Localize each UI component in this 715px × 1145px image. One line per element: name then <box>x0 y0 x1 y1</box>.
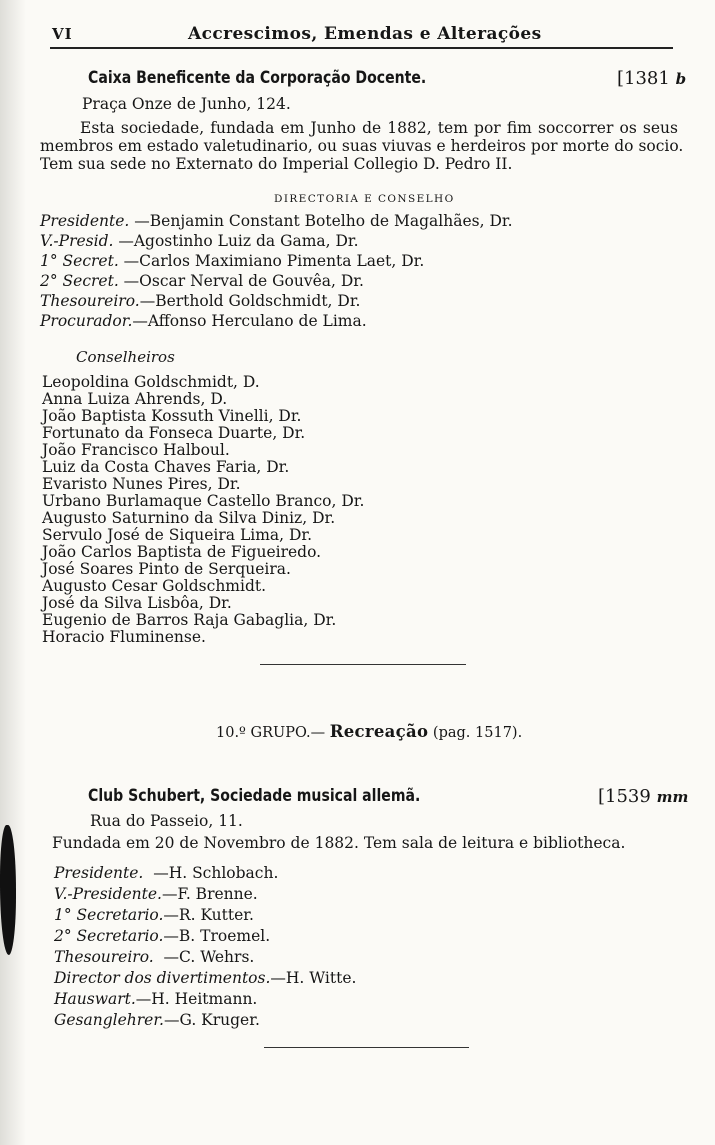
officer-role: Procurador. <box>40 312 133 330</box>
section-divider <box>264 1047 469 1048</box>
officer-row <box>54 989 257 1009</box>
officer-role: Director dos divertimentos. <box>54 969 271 987</box>
entry-reference <box>617 68 686 89</box>
officer-name: —Berthold Goldschmidt, Dr. <box>139 292 361 310</box>
officer-name: —Agostinho Luiz da Gama, Dr. <box>113 232 359 250</box>
council-heading: Conselheiros <box>76 348 175 366</box>
section-divider <box>260 664 466 665</box>
officer-row <box>54 884 258 904</box>
entry-description-line: Esta sociedade, fundada em Junho de 1882, tem por fim soccorrer os seus <box>80 119 678 137</box>
officer-name: —C. Wehrs. <box>153 948 255 966</box>
officer-row <box>40 291 360 311</box>
officer-role: Gesanglehrer. <box>54 1011 164 1029</box>
council-member: João Baptista Kossuth Vinelli, Dr. <box>42 407 302 425</box>
group-page-ref: (pag. 1517). <box>428 725 523 741</box>
council-member: Fortunato da Fonseca Duarte, Dr. <box>42 424 306 442</box>
entry-description-line: membros em estado valetudinario, ou suas viuvas e herdeiros por morte do socio. <box>40 137 684 155</box>
officer-name: —G. Kruger. <box>163 1011 260 1029</box>
officer-name: —Oscar Nerval de Gouvêa, Dr. <box>118 272 364 290</box>
officer-name: —Carlos Maximiano Pimenta Laet, Dr. <box>118 252 425 270</box>
section-heading: DIRECTORIA E CONSELHO <box>274 193 455 205</box>
officer-name: —H. Witte. <box>270 969 357 987</box>
officer-row <box>40 311 367 331</box>
officer-role: 2° Secret. <box>40 272 119 290</box>
entry-address: Praça Onze de Junho, 124. <box>82 95 291 113</box>
group-name: Recreação <box>329 722 429 741</box>
council-member: Augusto Saturnino da Silva Diniz, Dr. <box>42 509 336 527</box>
council-member: Eugenio de Barros Raja Gabaglia, Dr. <box>42 611 337 629</box>
page-edge-shadow <box>0 0 26 1145</box>
officer-row <box>54 905 254 925</box>
officer-role: 1° Secretario. <box>54 906 164 924</box>
entry-description-line: Tem sua sede no Externato do Imperial Collegio D. Pedro II. <box>40 155 513 173</box>
reference-suffix: mm <box>656 788 689 806</box>
officer-role: 1° Secret. <box>40 252 119 270</box>
reference-number: [1539 <box>598 786 651 807</box>
officer-name: —F. Brenne. <box>161 885 258 903</box>
entry-address: Rua do Passeio, 11. <box>90 812 243 830</box>
officer-role: V.-Presid. <box>40 232 114 250</box>
officer-row <box>40 271 364 291</box>
reference-number: [1381 <box>617 68 670 89</box>
officer-role: Hauswart. <box>54 990 136 1008</box>
binding-ink-blot <box>0 825 16 955</box>
council-member: Luiz da Costa Chaves Faria, Dr. <box>42 458 290 476</box>
council-member: João Francisco Halboul. <box>42 441 230 459</box>
officer-row <box>54 863 278 883</box>
officer-row <box>54 926 270 946</box>
council-member: Leopoldina Goldschmidt, D. <box>42 373 260 391</box>
group-prefix: 10.º GRUPO.— <box>216 725 330 741</box>
council-member: José Soares Pinto de Serqueira. <box>42 560 291 578</box>
officer-name: —H. Schlobach. <box>143 864 279 882</box>
officer-role: Thesoureiro. <box>54 948 154 966</box>
entry-title: Club Schubert, Sociedade musical allemã. <box>88 786 421 806</box>
running-header-title: Accrescimos, Emendas e Alterações <box>188 24 542 44</box>
officer-role: Thesoureiro. <box>40 292 140 310</box>
council-member: Augusto Cesar Goldschmidt. <box>42 577 267 595</box>
officer-role: Presidente. <box>40 212 130 230</box>
officer-row <box>40 231 359 251</box>
officer-row <box>40 251 424 271</box>
officer-role: V.-Presidente. <box>54 885 162 903</box>
reference-suffix: b <box>675 70 687 88</box>
officer-row <box>40 211 513 231</box>
officer-name: —Benjamin Constant Botelho de Magalhães, Dr. <box>129 212 513 230</box>
header-rule <box>50 47 673 49</box>
officer-role: 2° Secretario. <box>54 927 164 945</box>
council-member: Servulo José de Siqueira Lima, Dr. <box>42 526 313 544</box>
council-member: José da Silva Lisbôa, Dr. <box>42 594 232 612</box>
council-member: Anna Luiza Ahrends, D. <box>42 390 228 408</box>
officer-name: —B. Troemel. <box>163 927 271 945</box>
council-member: João Carlos Baptista de Figueiredo. <box>42 543 322 561</box>
officer-role: Presidente. <box>54 864 144 882</box>
entry-title: Caixa Beneficente da Corporação Docente. <box>88 68 427 88</box>
officer-row <box>54 1010 260 1030</box>
page-number: VI <box>52 25 73 43</box>
entry-reference <box>598 786 688 807</box>
officer-row <box>54 947 254 967</box>
officer-row <box>54 968 356 988</box>
officer-name: —H. Heitmann. <box>135 990 258 1008</box>
council-member: Evaristo Nunes Pires, Dr. <box>42 475 241 493</box>
officer-name: —Affonso Herculano de Lima. <box>132 312 367 330</box>
council-member: Urbano Burlamaque Castello Branco, Dr. <box>42 492 365 510</box>
officer-name: —R. Kutter. <box>163 906 254 924</box>
council-member: Horacio Fluminense. <box>42 628 206 646</box>
group-heading <box>216 722 522 741</box>
entry-description: Fundada em 20 de Novembro de 1882. Tem sala de leitura e bibliotheca. <box>52 834 626 852</box>
